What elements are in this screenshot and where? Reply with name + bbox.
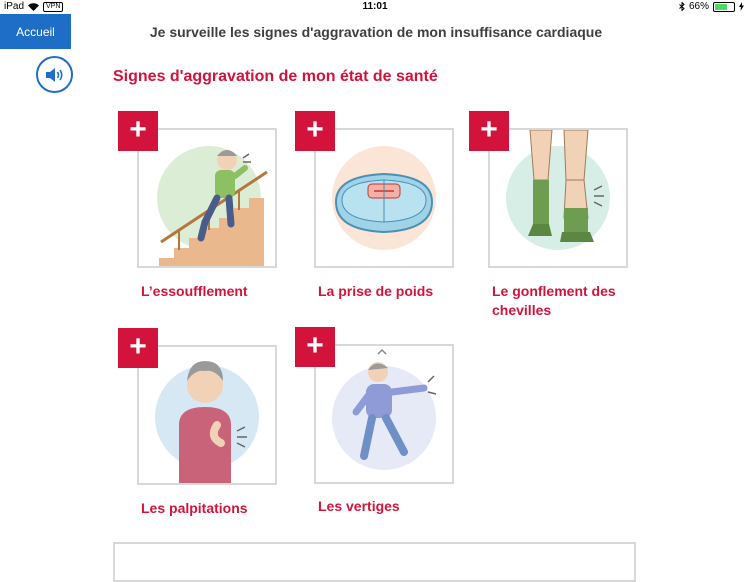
- battery-icon: [713, 2, 735, 12]
- speaker-icon: [45, 67, 65, 83]
- expand-plus-button[interactable]: +: [469, 111, 509, 151]
- symptom-label: Les palpitations: [141, 500, 248, 516]
- symptom-card-vertiges[interactable]: [295, 327, 475, 522]
- swollen-ankles-illustration: [490, 130, 626, 266]
- charging-icon: [739, 2, 744, 11]
- illustration-frame: [314, 344, 454, 484]
- page-title: Je surveille les signes d'aggravation de mon insuffisance cardiaque: [149, 24, 603, 40]
- illustration-frame: [137, 128, 277, 268]
- illustration-frame: [314, 128, 454, 268]
- palpitations-illustration: [139, 347, 275, 483]
- info-panel: [113, 542, 636, 582]
- dizziness-illustration: [316, 346, 452, 482]
- scale-illustration: [316, 130, 452, 266]
- expand-plus-button[interactable]: +: [295, 111, 335, 151]
- battery-percent: 66%: [688, 1, 709, 12]
- symptom-card-prise-de-poids[interactable]: [295, 111, 475, 326]
- illustration-frame: [488, 128, 628, 268]
- section-title: Signes d'aggravation de mon état de santé: [113, 68, 438, 85]
- status-bar: [0, 0, 750, 14]
- audio-button[interactable]: [36, 56, 73, 93]
- symptom-card-gonflement-chevilles[interactable]: [469, 111, 649, 326]
- expand-plus-button[interactable]: +: [118, 328, 158, 368]
- vpn-badge: VPN: [43, 2, 63, 12]
- symptom-label: Les vertiges: [318, 498, 400, 514]
- stairs-breathless-illustration: [139, 130, 275, 266]
- symptom-card-palpitations[interactable]: [118, 328, 298, 523]
- illustration-frame: [137, 345, 277, 485]
- home-button[interactable]: Accueil: [0, 14, 71, 49]
- device-label: iPad: [4, 1, 25, 12]
- expand-plus-button[interactable]: +: [295, 327, 335, 367]
- symptom-label: Le gonflement des chevilles: [492, 283, 616, 318]
- symptom-label: L’essoufflement: [141, 283, 248, 299]
- clock: 11:01: [362, 1, 388, 12]
- expand-plus-button[interactable]: +: [118, 111, 158, 151]
- bluetooth-icon: [679, 2, 685, 11]
- symptom-label: La prise de poids: [318, 283, 434, 299]
- symptom-card-essoufflement[interactable]: [118, 111, 298, 326]
